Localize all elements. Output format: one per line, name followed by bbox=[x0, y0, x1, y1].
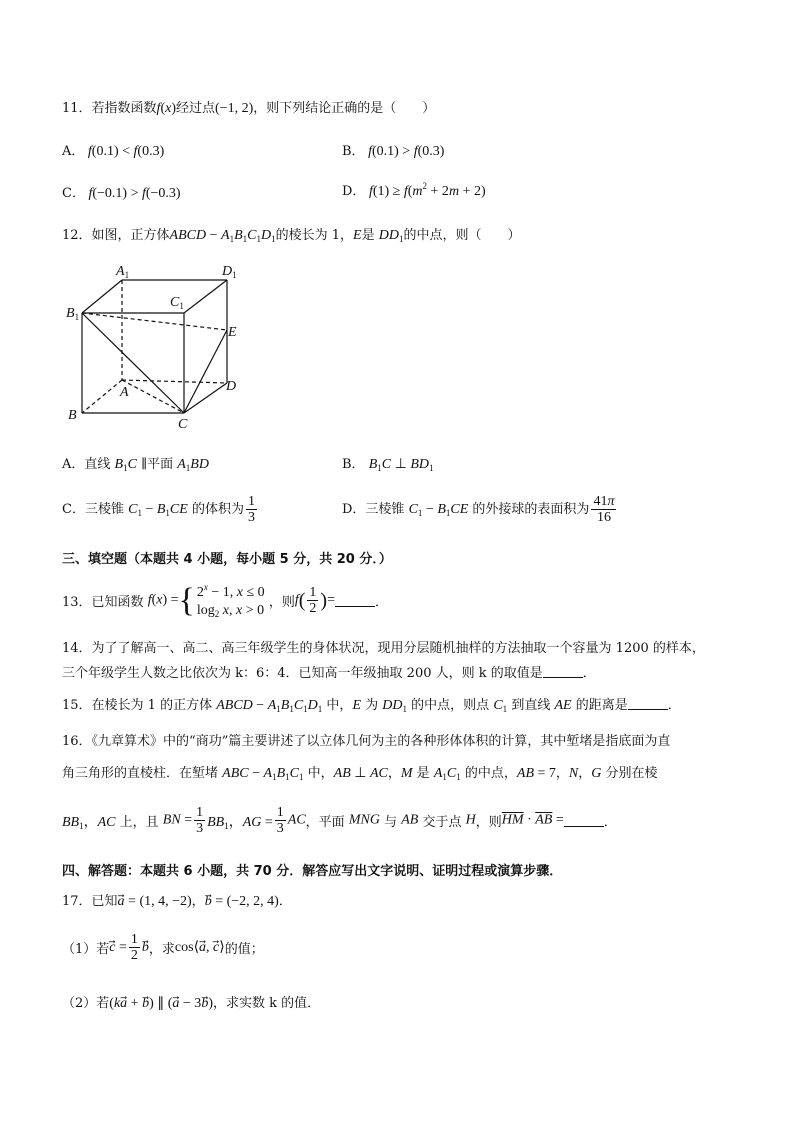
edge-c1-d1 bbox=[184, 280, 227, 313]
edge-a-b bbox=[82, 380, 122, 413]
q12-option-c: C．三棱锥 $C_1 - B_1CE$ 的体积为 $\frac{1}{3}$ bbox=[62, 494, 255, 525]
segment-b1-e bbox=[82, 313, 227, 330]
svg-text:A1: $A_1$ bbox=[116, 264, 130, 280]
edge-c-d bbox=[184, 383, 227, 413]
section-4-heading: 四、解答题：本题共 6 小题，共 70 分．解答应写出文字说明、证明过程或演算步骤． bbox=[62, 864, 563, 879]
q13: 13．已知函数 f(x) ={ $2^x - 1$, x ≤ 0 $\log_2 x$, x > 0 ，则f( $\frac{1}{2}$ )= ． bbox=[62, 581, 388, 619]
q11-option-d: D． $f(1) \ge f(m^2 + 2m + 2)$ bbox=[342, 181, 486, 199]
label-e: E bbox=[228, 325, 237, 340]
segment-c-e bbox=[184, 330, 227, 413]
q11-option-b: B． f(0.1) > f(0.3) bbox=[342, 144, 445, 159]
q12-option-b: B． $B_1C$ ⊥ $BD_1$ bbox=[342, 457, 434, 473]
q14-line1: 14．为了了解高一、高二、高三年级学生的身体状况，现用分层随机抽样的方法抽取一个容量为 1200 的样本， bbox=[62, 641, 705, 656]
q16-line2: 角三角形的直棱柱．在堑堵 ABC − $A_1B_1C_1$ 中，AB ⊥ AC，M 是 $A_1C_1$ 的中点，AB = 7，N，G 分别在棱 bbox=[62, 766, 658, 782]
edge-a-d bbox=[122, 380, 227, 383]
q16-line3: $BB_1$，AC 上，且 BN = $\frac{1}{3}$ $BB_1$，AG = $\frac{1}{3}$ AC，平面 MNG 与 AB 交于点 H，则$\overline{HM} \cdot \overline{AB}$ = ． bbox=[62, 805, 617, 836]
svg-text:C1: $C_1$ bbox=[170, 295, 184, 311]
q16-line1: 16．《九章算术》中的“商功”篇主要讲述了以立体几何为主的各种形体体积的计算，其中堑堵是指底面为直 bbox=[62, 734, 671, 749]
q12-option-d: D．三棱锥 $C_1 - B_1CE$ 的外接球的表面积为 $\frac{41\pi}{16}$ bbox=[342, 494, 615, 525]
cube-figure bbox=[62, 258, 262, 433]
q12-stem: 12．如图，正方体ABCD − $A_1B_1C_1D_1$的棱长为 1，E是 $DD_1$的中点，则（ ） bbox=[62, 228, 521, 244]
segment-b1-c bbox=[82, 313, 184, 413]
q17-part1: （1）若c⃗ = $\frac{1}{2}$ b，求cos⟨a⃗, c⃗⟩的值； bbox=[62, 932, 264, 963]
q15: 15．在棱长为 1 的正方体 ABCD − $A_1B_1C_1D_1$ 中，E 为 $DD_1$ 的中点，则点 $C_1$ 到直线 AE 的距离是 ． bbox=[62, 698, 681, 714]
q17-stem: 17．已知a⃗ = (1, 4, −2)，b⃗ = (−2, 2, 4)． bbox=[62, 894, 292, 909]
segment-a-c bbox=[122, 380, 184, 413]
q11-stem: 11．若指数函数f(x)经过点(−1, 2)，则下列结论正确的是（ ） bbox=[62, 101, 436, 116]
svg-text:B1: $B_1$ bbox=[66, 306, 80, 322]
q11-option-c: C． f(−0.1) > f(−0.3) bbox=[62, 186, 181, 201]
label-b: B bbox=[68, 408, 77, 423]
section-3-heading: 三、填空题（本题共 4 小题，每小题 5 分，共 20 分．） bbox=[62, 552, 392, 567]
q17-part2: （2）若(ka⃗ + b⃗) ∥ (a⃗ − 3b⃗)，求实数 k 的值． bbox=[62, 996, 321, 1011]
svg-text:D1: $D_1$ bbox=[222, 264, 237, 280]
q12-option-a: A．直线 $B_1C$ ∥平面 $A_1BD$ bbox=[62, 457, 209, 473]
q14-line2: 三个年级学生人数之比依次为 k：6：4．已知高一年级抽取 200 人，则 k 的取值是 ． bbox=[62, 666, 596, 681]
label-a: A bbox=[120, 385, 129, 400]
label-c: C bbox=[178, 417, 188, 432]
q11-option-a: A． f(0.1) < f(0.3) bbox=[62, 144, 165, 159]
label-d: D bbox=[226, 379, 237, 394]
edge-b1-a1 bbox=[82, 280, 122, 313]
